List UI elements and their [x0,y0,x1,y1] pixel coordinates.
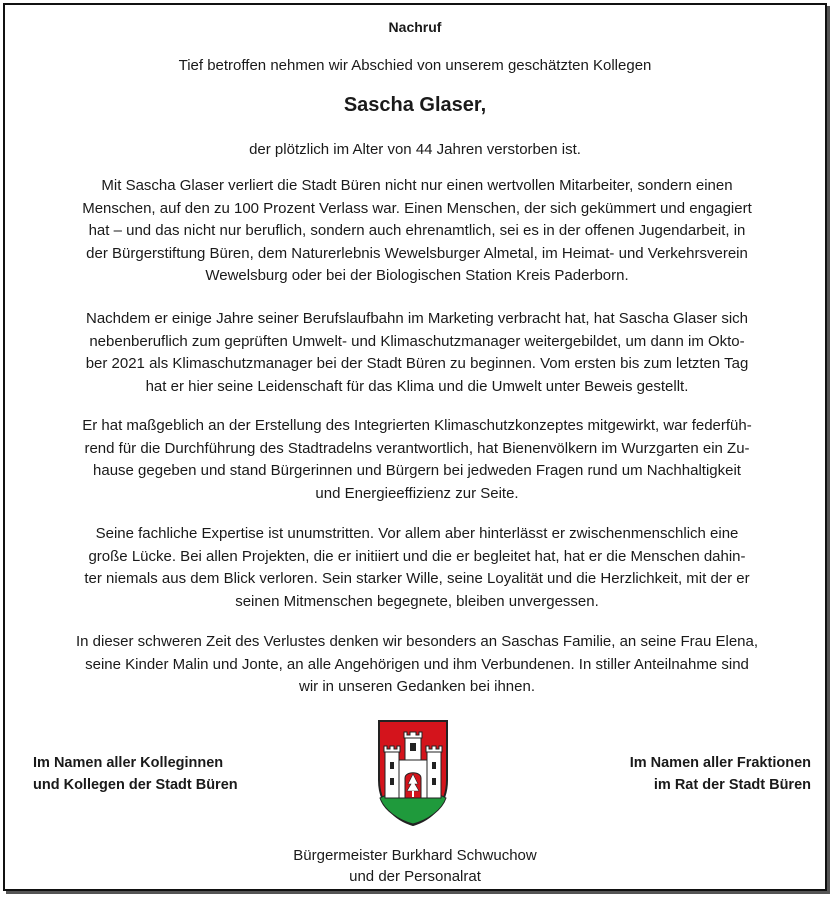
paragraph-3 [27,415,807,505]
text-line: nebenberuflich zum geprüften Umwelt- und Klimaschutzmanager weitergebildet, um dann im Okto- [89,332,745,350]
paragraph-5 [27,631,807,699]
crest-tower-right [427,752,441,798]
signature-line: Im Namen aller Fraktionen [629,755,811,771]
text-line: ter niemals aus dem Blick verloren. Sein starker Wille, seine Loyalität und die Herzlichkeit, mit der er [84,570,750,587]
signature-line: Im Namen aller Kolleginnen [33,755,224,771]
signature-factions [630,752,811,796]
text-line: hause gegeben und stand Bürgerinnen und Bürgern bei jedweden Fragen rund um Nachhaltigkeit [93,462,741,479]
signature-colleagues [33,752,238,796]
mayor-signature [5,845,825,887]
text-line: seine Kinder Malin und Jonte, an alle Angehörigen und ihm Verbundenen. In stiller Anteilnahme sind [85,655,749,673]
text-line: rend für die Durchführung des Stadtradelns verantwortlich, hat Bienenvölkern im Wurzgarten ein Zu- [84,439,750,457]
text-line: und Energieeffizienz zur Seite. [315,484,519,502]
mayor-line: und der Personalrat [349,868,481,885]
text-line: Er hat maßgeblich an der Erstellung des Integrierten Klimaschutzkonzeptes mitgewirkt, war federfüh- [82,417,752,434]
paragraph-1 [27,175,807,288]
text-line: wir in unseren Gedanken bei ihnen. [299,678,535,695]
text-line: Mit Sascha Glaser verliert die Stadt Büren nicht nur einen wertvollen Mitarbeiter, sondern einen [101,177,733,194]
text-line: seinen Mitmenschen begegnete, bleiben unvergessen. [235,592,599,610]
text-line: Seine fachliche Expertise ist unumstritten. Vor allem aber hinterlässt er zwischenmenschlich eine [95,525,739,542]
obituary-frame [3,3,827,891]
text-line: hat er hier seine Leidenschaft für das Klima und die Umwelt unter Beweis gestellt. [145,377,689,395]
died-line: der plötzlich im Alter von 44 Jahren verstorben ist. [249,141,581,158]
text-line: ber 2021 als Klimaschutzmanager bei der Stadt Büren zu beginnen. Vom ersten bis zum letzten Tag [85,355,749,372]
text-line: große Lücke. Bei allen Projekten, die er initiiert und die er begleitet hat, hat er die Menschen dahin- [88,547,746,565]
crest-tower-left [385,752,399,798]
city-coat-of-arms-icon [376,718,450,828]
text-line: der Bürgerstiftung Büren, dem Naturerlebnis Wewelsburger Almetal, im Heimat- und Verkehrsverein [86,244,748,262]
text-line: Nachdem er einige Jahre seiner Berufslaufbahn im Marketing verbracht hat, hat Sascha Glaser sich [86,310,748,327]
text-line: hat – und das nicht nur beruflich, sondern auch ehrenamtlich, sei es in der offenen Jugendarbeit, in [88,222,746,239]
paragraph-2 [27,308,807,398]
text-line: In dieser schweren Zeit des Verlustes denken wir besonders an Saschas Familie, an seine Frau Elena, [75,633,759,650]
obituary-heading: Nachruf [388,19,442,35]
mayor-line: Bürgermeister Burkhard Schwuchow [293,847,537,864]
text-line: Wewelsburg oder bei der Biologischen Station Kreis Paderborn. [205,267,629,284]
signature-line: und Kollegen der Stadt Büren [33,777,238,793]
text-line: Menschen, auf den zu 100 Prozent Verlass war. Einen Menschen, der sich gekümmert und engagiert [82,199,752,217]
intro-line: Tief betroffen nehmen wir Abschied von unserem geschätzten Kollegen [178,57,652,74]
signature-line: im Rat der Stadt Büren [653,777,811,793]
deceased-name: Sascha Glaser, [343,94,487,116]
paragraph-4 [27,523,807,613]
